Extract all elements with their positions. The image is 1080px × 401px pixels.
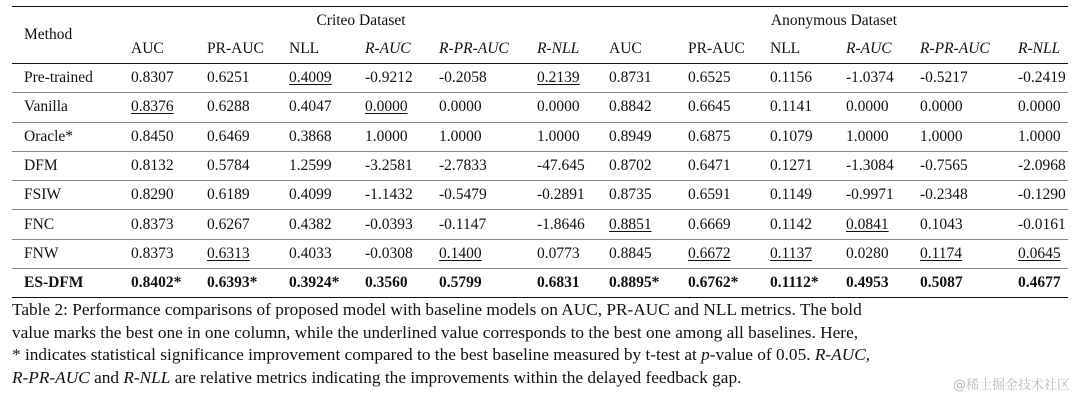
method-cell: FNC [12,210,122,239]
value-text: -1.1432 [365,186,413,204]
value-text: 0.6393* [207,274,258,292]
value-text: 0.6251 [207,69,250,87]
table-row [12,151,1068,180]
table-row [12,269,1068,298]
value-text: -0.1290 [1018,186,1066,204]
value-text: -0.7565 [920,157,968,175]
value-text: 0.8373 [131,244,174,262]
value-text: 0.1142 [770,215,813,233]
value-cell [911,239,1009,268]
value-text: 0.8731 [609,69,652,87]
value-text: 0.0000 [920,98,963,116]
table-row [12,122,1068,151]
value-text: 0.1400 [439,244,482,262]
value-cell [280,151,356,180]
value-cell [761,122,837,151]
value-cell [679,93,761,122]
value-cell [679,122,761,151]
value-cell [600,210,679,239]
value-text: 0.4047 [289,98,332,116]
value-cell [600,151,679,180]
value-text: 0.6875 [688,127,731,145]
value-cell [837,239,911,268]
value-cell [430,239,528,268]
value-text: -2.0968 [1018,157,1066,175]
value-text: 0.0280 [846,244,889,262]
value-text: 0.6471 [688,157,731,175]
caption-line-2: value marks the best one in one column, while the underlined value corresponds to the best one among all baselines. Here, [12,322,859,342]
caption-line-4d: are relative metrics indicating the improvements within the delayed feedback gap. [170,367,742,387]
value-text: 0.4009 [289,69,332,87]
value-text: 1.0000 [920,127,963,145]
value-text: 0.2139 [537,69,580,87]
value-text: 0.8842 [609,98,652,116]
value-text: 0.8290 [131,186,174,204]
caption-line-3c: , [865,345,871,364]
value-cell [761,210,837,239]
value-text: -0.5479 [439,186,487,204]
value-text: -0.5217 [920,69,968,87]
value-cell [122,151,198,180]
value-cell [198,122,280,151]
value-cell [1009,239,1068,268]
value-cell [837,151,911,180]
caption-line-3b: -value of 0.05. [709,345,815,364]
value-cell [356,210,430,239]
value-text: 0.8895* [609,274,660,292]
value-cell [679,64,761,93]
value-text: -3.2581 [365,157,413,175]
table-group-header-row [12,7,1068,36]
value-cell [1009,151,1068,180]
value-text: -0.9971 [846,186,894,204]
value-text: 0.5799 [439,274,482,292]
method-column-header: Method [12,7,122,64]
value-text: 0.0841 [846,215,889,233]
value-cell [430,151,528,180]
results-table-container [12,6,1068,298]
column-header-3: R-AUC [356,35,430,64]
value-text: -0.9212 [365,69,413,87]
value-text: 1.0000 [365,127,408,145]
value-text: 1.0000 [1018,127,1061,145]
value-text: 0.8307 [131,69,174,87]
value-text: 0.8735 [609,186,652,204]
results-table [12,6,1068,298]
value-text: 1.0000 [537,127,580,145]
caption-r-pr-auc: R-PR-AUC [12,367,90,387]
value-cell [198,269,280,298]
value-text: 0.8949 [609,127,652,145]
value-cell [198,93,280,122]
method-cell: ES-DFM [12,269,122,298]
value-cell [1009,122,1068,151]
value-cell [122,181,198,210]
caption-r-nll: R-NLL [123,367,171,387]
value-cell [528,151,600,180]
value-text: 0.1149 [770,186,813,204]
column-header-6: AUC [600,35,679,64]
value-text: -0.2891 [537,186,585,204]
caption-r-auc: R-AUC [814,345,866,364]
value-text: -1.0374 [846,69,894,87]
value-text: 0.0000 [365,98,408,116]
value-cell [837,122,911,151]
value-cell [600,181,679,210]
value-text: 0.6189 [207,186,250,204]
value-cell [600,122,679,151]
value-cell [356,93,430,122]
value-text: -0.2348 [920,186,968,204]
criteo-group-label: Criteo Dataset [316,12,406,29]
value-cell [600,239,679,268]
column-header-5: R-NLL [528,35,600,64]
caption-line-4b: and [89,367,124,387]
value-cell [198,239,280,268]
value-text: 0.0000 [1018,98,1061,116]
value-text: -0.0161 [1018,215,1066,233]
value-text: 0.6525 [688,69,731,87]
value-cell [1009,64,1068,93]
table-row [12,93,1068,122]
value-cell [528,93,600,122]
value-text: 0.1079 [770,127,813,145]
method-cell: FSIW [12,181,122,210]
value-text: 0.8702 [609,157,652,175]
value-text: 0.6762* [688,274,739,292]
value-text: 0.6645 [688,98,731,116]
column-header-0: AUC [122,35,198,64]
value-cell [356,151,430,180]
value-cell [430,64,528,93]
value-cell [430,269,528,298]
value-cell [911,181,1009,210]
value-cell [600,64,679,93]
column-header-8: NLL [761,35,837,64]
value-text: 0.1271 [770,157,813,175]
value-text: 0.8402* [131,274,182,292]
value-cell [122,210,198,239]
table-row [12,64,1068,93]
value-cell [528,210,600,239]
method-cell: FNW [12,239,122,268]
value-cell [1009,210,1068,239]
value-cell [528,239,600,268]
caption-line-1: Table 2: Performance comparisons of proposed model with baseline models on AUC, PR-AUC and NLL metrics. The bold [12,300,862,319]
value-text: 0.6313 [207,244,250,262]
value-cell [837,181,911,210]
value-cell [280,64,356,93]
value-text: 1.0000 [846,127,889,145]
table-row [12,210,1068,239]
value-cell [837,210,911,239]
value-cell [528,64,600,93]
method-cell: Vanilla [12,93,122,122]
table-row [12,239,1068,268]
method-cell: Oracle* [12,122,122,151]
table-subheader-row [12,35,1068,64]
value-cell [356,64,430,93]
value-text: 0.4677 [1018,274,1061,292]
value-cell [122,269,198,298]
column-header-4: R-PR-AUC [430,35,528,64]
value-cell [679,210,761,239]
value-cell [911,269,1009,298]
value-text: 0.8132 [131,157,174,175]
value-text: 0.4382 [289,215,332,233]
value-cell [528,269,600,298]
value-cell [600,269,679,298]
value-cell [1009,269,1068,298]
column-header-2: NLL [280,35,356,64]
value-text: 0.5087 [920,274,963,292]
value-cell [430,93,528,122]
value-cell [528,181,600,210]
value-cell [911,151,1009,180]
caption-line-3a: * indicates statistical significance improvement compared to the best baseline measured by t-test at [12,345,702,364]
value-text: 1.2599 [289,157,332,175]
value-cell [837,64,911,93]
caption-p-symbol: p [701,345,710,364]
value-cell [761,151,837,180]
value-text: 0.4033 [289,244,332,262]
value-text: 0.0645 [1018,244,1061,262]
value-cell [122,239,198,268]
column-header-7: PR-AUC [679,35,761,64]
value-cell [356,269,430,298]
value-cell [761,181,837,210]
value-text: -2.7833 [439,157,487,175]
value-cell [430,122,528,151]
value-text: 0.0773 [537,244,580,262]
value-cell [280,269,356,298]
value-cell [122,93,198,122]
value-cell [280,210,356,239]
value-text: 0.1043 [920,215,963,233]
value-cell [679,181,761,210]
value-cell [430,181,528,210]
value-text: -0.1147 [439,215,487,233]
value-text: -1.3084 [846,157,894,175]
value-text: 0.0000 [537,98,580,116]
value-cell [198,64,280,93]
value-cell [761,93,837,122]
value-text: 0.1137 [770,244,813,262]
value-text: 0.1141 [770,98,813,116]
value-text: 0.6469 [207,127,250,145]
value-cell [679,269,761,298]
value-cell [198,210,280,239]
value-text: 0.4099 [289,186,332,204]
value-cell [679,151,761,180]
value-text: 0.4953 [846,274,889,292]
table-caption [12,299,1068,389]
value-text: 0.6672 [688,244,731,262]
value-text: 0.6288 [207,98,250,116]
value-text: -0.2419 [1018,69,1066,87]
column-header-10: R-PR-AUC [911,35,1009,64]
value-cell [280,122,356,151]
column-header-9: R-AUC [837,35,911,64]
value-cell [280,239,356,268]
anonymous-group-header [600,7,1068,36]
value-text: 0.8851 [609,215,652,233]
value-text: 0.8845 [609,244,652,262]
value-text: 0.3560 [365,274,408,292]
value-cell [198,151,280,180]
column-header-11: R-NLL [1009,35,1068,64]
value-cell [761,239,837,268]
value-text: -0.2058 [439,69,487,87]
value-cell [911,210,1009,239]
value-cell [280,181,356,210]
value-text: 0.3924* [289,274,340,292]
value-cell [761,64,837,93]
value-cell [761,269,837,298]
value-text: 0.6267 [207,215,250,233]
column-header-1: PR-AUC [198,35,280,64]
value-text: 0.8373 [131,215,174,233]
value-cell [356,181,430,210]
value-text: 0.0000 [846,98,889,116]
value-cell [679,239,761,268]
value-text: 0.6831 [537,274,580,292]
value-text: 0.1112* [770,274,819,292]
value-cell [911,64,1009,93]
value-text: 0.1156 [770,69,813,87]
value-cell [837,269,911,298]
value-cell [430,210,528,239]
value-text: 0.3868 [289,127,332,145]
value-text: -47.645 [537,157,585,175]
value-cell [911,122,1009,151]
value-text: 0.1174 [920,244,963,262]
value-text: -0.0308 [365,244,413,262]
value-cell [911,93,1009,122]
value-cell [528,122,600,151]
value-cell [600,93,679,122]
table-body [12,64,1068,298]
value-text: -0.0393 [365,215,413,233]
value-text: 0.8376 [131,98,174,116]
method-cell: Pre-trained [12,64,122,93]
value-cell [1009,93,1068,122]
value-cell [122,122,198,151]
value-text: 1.0000 [439,127,482,145]
value-cell [198,181,280,210]
table-row [12,181,1068,210]
value-cell [1009,181,1068,210]
value-cell [356,122,430,151]
value-cell [280,93,356,122]
value-cell [356,239,430,268]
value-text: 0.8450 [131,127,174,145]
value-text: 0.0000 [439,98,482,116]
value-cell [122,64,198,93]
value-text: 0.6669 [688,215,731,233]
value-text: 0.6591 [688,186,731,204]
criteo-group-header [122,7,600,36]
anonymous-group-label: Anonymous Dataset [770,12,898,29]
value-text: -1.8646 [537,215,585,233]
watermark: @稀土掘金技术社区 [952,378,1070,393]
method-cell: DFM [12,151,122,180]
value-cell [837,93,911,122]
value-text: 0.5784 [207,157,250,175]
